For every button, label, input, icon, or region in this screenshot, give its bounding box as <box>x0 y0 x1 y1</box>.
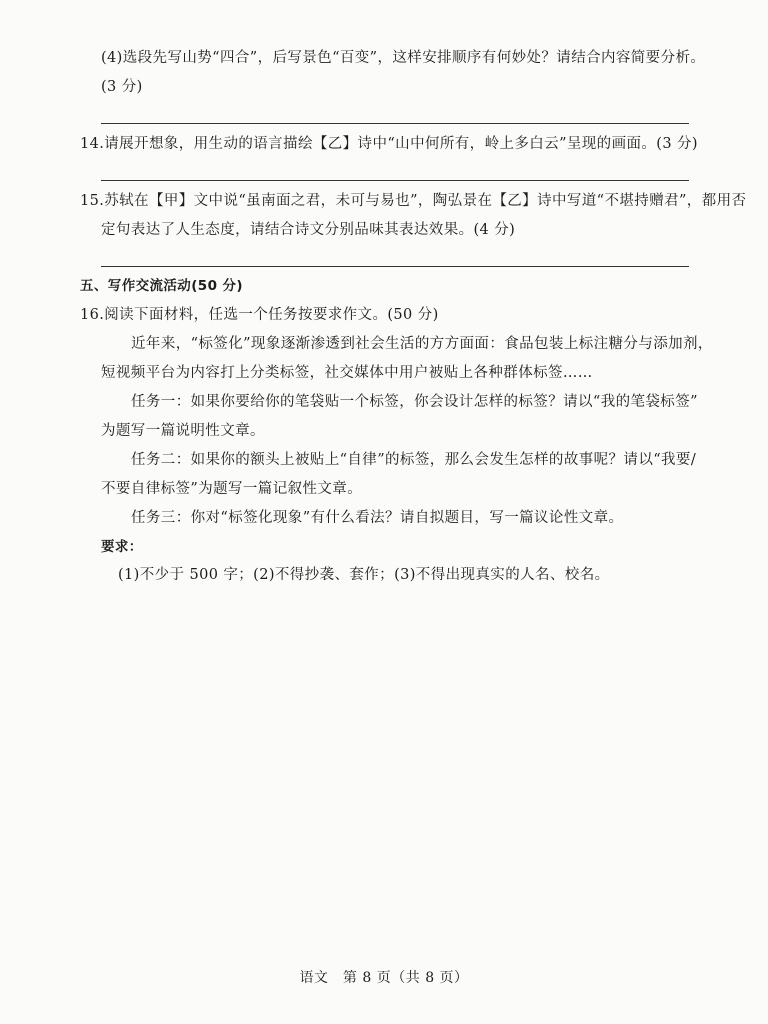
question-16-prompt: 16.阅读下面材料，任选一个任务按要求作文。(50 分) <box>80 307 439 323</box>
requirements-line: (1)不少于 500 字；(2)不得抄袭、套作；(3)不得出现真实的人名、校名。 <box>118 567 610 583</box>
material-line-2: 短视频平台为内容打上分类标签，社交媒体中用户被贴上各种群体标签…… <box>101 365 593 381</box>
task-3-line-1: 任务三：你对“标签化现象”有什么看法？请自拟题目，写一篇议论性文章。 <box>131 510 624 526</box>
task-2-line-1: 任务二：如果你的额头上被贴上“自律”的标签，那么会发生怎样的故事呢？请以“我要/ <box>131 452 697 468</box>
material-line-1: 近年来，“标签化”现象逐渐渗透到社会生活的方方面面：食品包装上标注糖分与添加剂， <box>131 336 713 352</box>
question-15-line-2: 定句表达了人生态度，请结合诗文分别品味其表达效果。(4 分) <box>101 222 516 238</box>
answer-line-14 <box>101 180 689 181</box>
section-5-heading: 五、写作交流活动(50 分) <box>80 278 243 294</box>
answer-line-13-4 <box>101 123 689 124</box>
page-footer: 语文 第 8 页（共 8 页） <box>299 970 469 986</box>
requirements-heading: 要求： <box>101 539 143 555</box>
task-1-line-2: 为题写一篇说明性文章。 <box>101 423 265 439</box>
question-14-line-1: 14.请展开想象，用生动的语言描绘【乙】诗中“山中何所有，岭上多白云”呈现的画面。(3 分) <box>80 136 698 152</box>
answer-line-15 <box>101 266 689 267</box>
question-13-4-line-1: (4)选段先写山势“四合”，后写景色“百变”，这样安排顺序有何妙处？请结合内容简要分析。 <box>101 50 706 66</box>
task-2-line-2: 不要自律标签”为题写一篇记叙性文章。 <box>101 481 363 497</box>
task-1-line-1: 任务一：如果你要给你的笔袋贴一个标签，你会设计怎样的标签？请以“我的笔袋标签” <box>131 394 698 410</box>
question-15-line-1: 15.苏轼在【甲】文中说“虽南面之君，未可与易也”，陶弘景在【乙】诗中写道“不堪持赠君”，都用否 <box>80 193 747 209</box>
question-13-4-line-2: (3 分) <box>101 79 143 95</box>
